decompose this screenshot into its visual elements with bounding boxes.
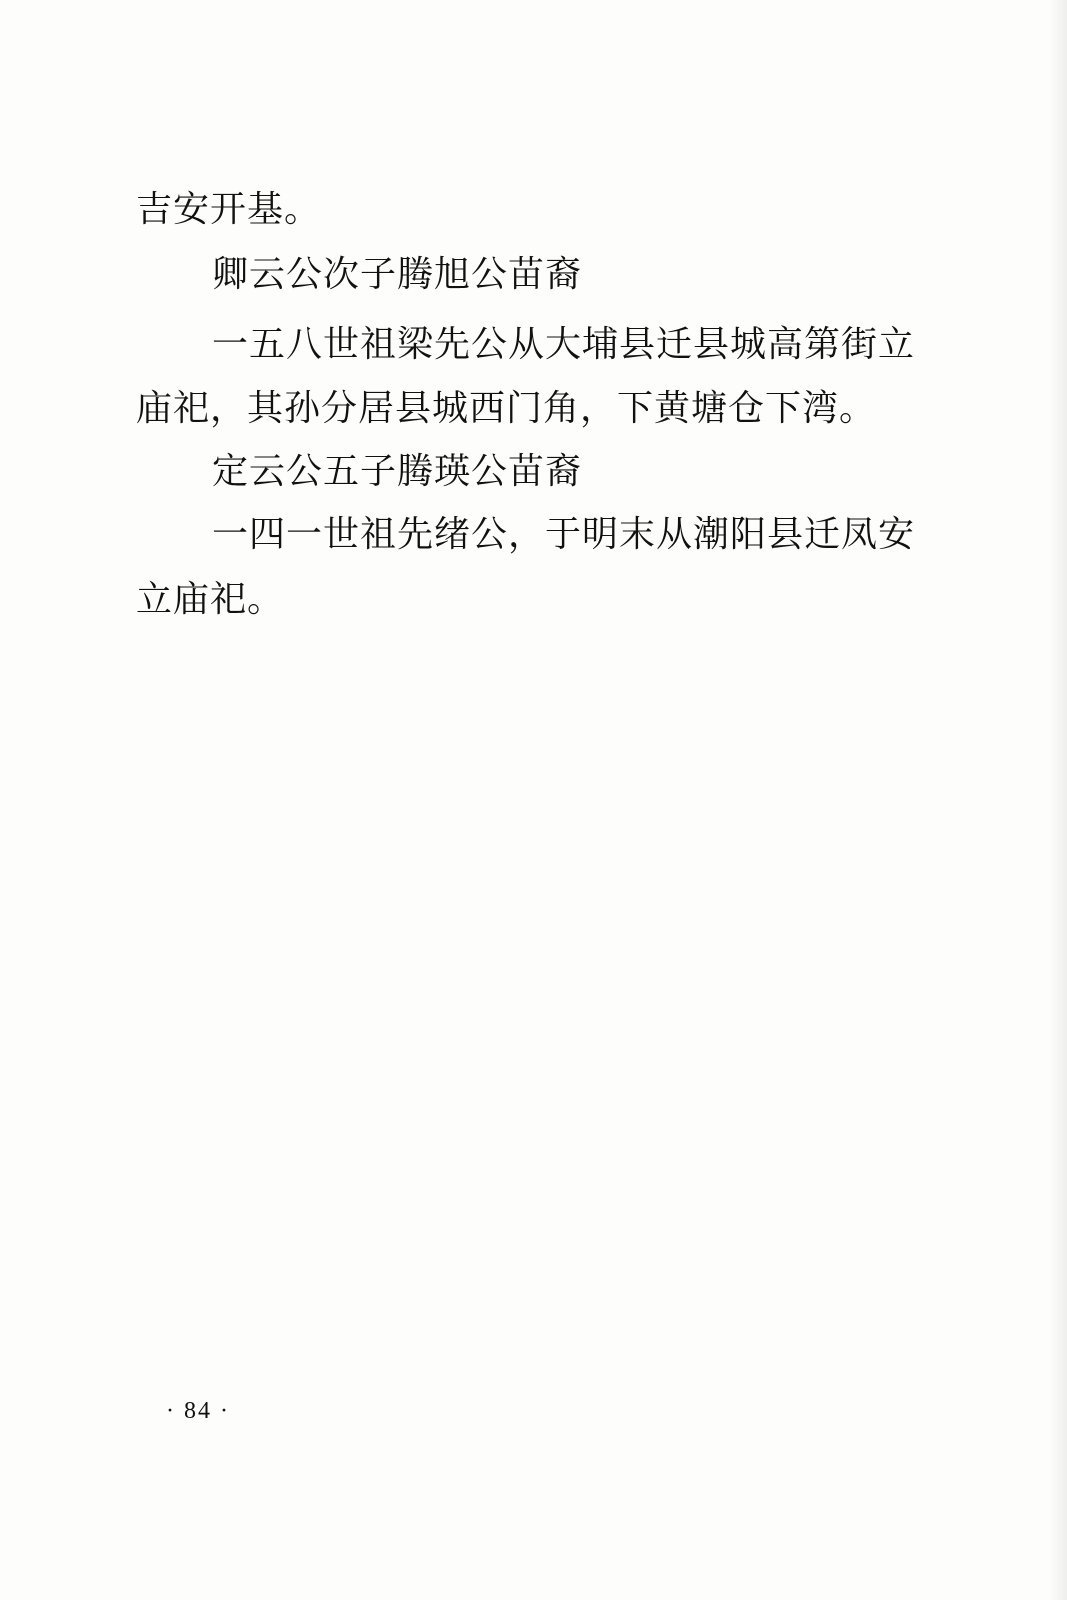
paragraph-xianxu-line-1: 一四一世祖先绪公，于明末从潮阳县迁凤安 xyxy=(212,514,916,555)
section-heading-tengxu: 卿云公次子腾旭公苗裔 xyxy=(212,254,583,295)
paragraph-liangxian-line-2: 庙祀，其孙分居县城西门角，下黄塘仓下湾。 xyxy=(136,388,877,429)
paragraph-xianxu-line-2: 立庙祀。 xyxy=(136,579,285,620)
page-edge-shadow xyxy=(1049,0,1067,1600)
section-heading-tengying: 定云公五子腾瑛公苗裔 xyxy=(212,451,583,492)
page-number: · 84 · xyxy=(166,1398,230,1424)
paragraph-liangxian-line-1: 一五八世祖梁先公从大埔县迁县城高第街立 xyxy=(212,324,916,365)
text-line-continuation: 吉安开基。 xyxy=(136,189,322,230)
